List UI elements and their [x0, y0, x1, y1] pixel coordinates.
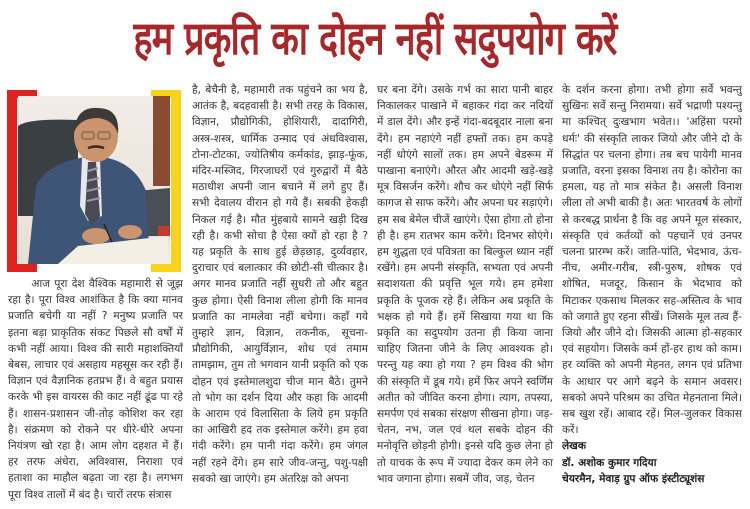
author-photo	[18, 96, 170, 264]
article-column-1	[8, 276, 183, 506]
column-3-paragraph: घर बना देंगे। उसके गर्भ का सारा पानी बाहर निकालकर पाखाने में बहाकर गंदा कर नदियों में डाल देंगे। और इन्हें गंदा-बदबूदार नाला बना देंगे। हम नहाएंगे नहीं हफ्तों तक। हम कपड़े नहीं धोएंगे सालों तक। हम अपने बेडरूम में पाखाना बनाएंगे। औरत और आदमी खड़े-खड़े मूत्र विसर्जन करेंगे। शौच कर धोएंगे नहीं सिर्फ कागज से साफ करेंगे। और अपना घर सड़ाएंगे। हम सब बेमेल चीजें खाएंगे। ऐसा होगा तो होना ही है। हम रातभर काम करेंगे। दिनभर सोएंगे। हम शुद्धता एवं पवित्रता का बिल्कुल ध्यान नहीं रखेंगे। हम अपनी संस्कृति, सभ्यता एवं अपनी सदाशयता की प्रवृत्ति भूल गये। हम हमेशा प्रकृति के पूजक रहे हैं। लेकिन अब प्रकृति के भक्षक हो गये हैं। हमें सिखाया गया था कि प्रकृति का सदुपयोग उतना ही किया जाना चाहिए जितना जीने के लिए आवश्यक हो। परन्तु यह क्या हो गया ? हम विश्व की भोग की संस्कृति में डूब गये। हमें फिर अपने स्वर्णिम अतीत को जीवित करना होगा। त्याग, तपस्या, समर्पण एवं सबका संरक्षण सीखना होगा। जड़-चेतन, नभ, जल एवं थल सबके दोहन की मनोवृत्ति छोड़नी होगी। इनसे यदि कुछ लेना हो तो याचक के रूप में ज्यादा देकर कम लेने का भाव जगाना होगा। सबमें जीव, जड़, चेतन	[377, 84, 553, 485]
article-headline: हम प्रकृति का दोहन नहीं सदुपयोग करें	[133, 11, 617, 65]
article-column-4	[562, 82, 742, 506]
byline-label: लेखक	[562, 440, 586, 453]
column-1-paragraph: आज पूरा देश वैश्विक महामारी से जूझ रहा है। पूरा विश्व आशंकित है कि क्या मानव प्रजाति बचेगी या नहीं ? मनुष्य प्रजाति पर इतना बड़ा प्राकृतिक संकट पिछले सौ वर्षों में कभी नहीं आया। विश्व की सारी महाशक्तियाँ बेबस, लाचार एवं असहाय महसूस कर रही हैं। विज्ञान एवं वैज्ञानिक हतप्रभ हैं। वे बहुत प्रयास करके भी इस वायरस की काट नहीं ढूंढ पा रहे हैं। शासन-प्रशासन जी-तोड़ कोशिश कर रहा है। संक्रमण को रोकने पर धीरे-धीरे अपना नियंत्रण खो रहा है। आम लोग दहशत में हैं। हर तरफ अंधेरा, अविश्वास, निराशा एवं हताशा का माहौल बढ़ता जा रहा है। लगभग पूरा विश्व तालों में बंद है। चारों तरफ संत्रास	[8, 278, 183, 501]
author-photo-illustration	[18, 96, 170, 264]
frame-yellow-border	[171, 90, 181, 272]
frame-red-corner-bottom	[7, 264, 37, 272]
byline-designation: चेयरमैन, मेवाड़ ग्रुप ऑफ इंस्टीट्यूशंस	[562, 472, 705, 485]
article-column-2	[192, 82, 368, 506]
column-4-paragraph: के दर्शन करना होगा। तभी होगा सर्वे भवन्तु सुखिनः सर्वे सन्तु निरामया। सर्वे भद्राणी पश्यन्तु मा कश्चित् दुःखभाग भवेत।। 'अहिंसा परमो धर्मः' की संस्कृति लाकर जियो और जीने दो के सिद्धांत पर चलना होगा। तब बच पायेगी मानव प्रजाति, वरना इसका विनाश तय है। कोरोना का हमला, यह तो मात्र संकेत है। असली विनाश लीला तो अभी बाकी है। अतः भारतवर्ष के लोगों से करबद्ध प्रार्थना है कि वह अपने मूल संस्कार, संस्कृति एवं कर्तव्यों को पहचानें एवं उनपर चलना प्रारम्भ करें। जाति-पांति, भेदभाव, ऊंच-नीच, अमीर-गरीब, स्त्री-पुरुष, शोषक एवं शोषित, मजदूर, किसान के भेदभाव को मिटाकर एकसाथ मिलकर सह-अस्तित्व के भाव को जगाते हुए रहना सीखें। जिसके मूल तत्व हैं-जियो और जीने दो। जिसकी आत्मा हो-सहकार एवं सहयोग। जिसके कर्म हों-हर हाथ को काम। हर व्यक्ति को अपनी मेहनत, लगन एवं प्रतिभा के आधार पर आगे बढ़ने के समान अवसर। सबको अपने परिश्रम का उचित मेहनताना मिले। सब खुश रहें। आबाद रहें। मिल-जुलकर विकास करें।	[562, 84, 742, 437]
column-2-paragraph: है, बेचैनी है, महामारी तक पहुंचने का भय है, आतंक है, बदहवासी है। सभी तरह के विकास, विज्ञान, प्रौद्योगिकी, होशियारी, दादागिरी, अस्त्र-शस्त्र, धार्मिक उन्माद एवं अंधविश्वास, टोना-टोटका, ज्योतिषीय कर्मकांड, झाड़-फूंक, मंदिर-मस्जिद, गिरजाघरों एवं गुरुद्वारों में बैठे मठाधीश अपनी जान बचाने में लगे हुए हैं। सभी देवालय वीरान हो गये हैं। सबकी हेकड़ी निकल गई है। मौत मुंहबाये सामने खड़ी दिख रही है। कभी सोचा है ऐसा क्यों हो रहा है ? यह प्रकृति के साथ हुई छेड़छाड़, दुर्व्यवहार, दुराचार एवं बलात्कार की छोटी-सी चीत्कार है। अगर मानव प्रजाति नहीं सुधरी तो और बहुत कुछ होगा। ऐसी विनाश लीला होगी कि मानव प्रजाति का नामलेवा नहीं बचेगा। कहाँ गये तुम्हारे ज्ञान, विज्ञान, तकनीक, सूचना-प्रौद्योगिकी, आयुर्विज्ञान, शोध एवं तमाम तामझाम, तुम तो भगवान यानी प्रकृति को एक दोहन एवं इस्तेमालशुदा चीज मान बैठे। तुमने तो भोग का दर्शन दिया और कहा कि आदमी के आराम एवं विलासिता के लिये हम प्रकृति का आखिरी हद तक इस्तेमाल करेंगे। हम हवा गंदी करेंगे। हम पानी गंदा करेंगे। हम जंगल नहीं रहने देंगे। हम सारे जीव-जन्तु, पशु-पक्षी सबको खा जाएंगे। हम अंतरिक्ष को अपना	[192, 84, 368, 485]
article-column-3	[377, 82, 553, 506]
author-photo-frame	[7, 90, 181, 272]
frame-yellow-corner-bottom	[151, 264, 181, 272]
frame-red-border	[7, 90, 17, 272]
byline-author: डॉ. अशोक कुमार गदिया	[562, 456, 657, 469]
